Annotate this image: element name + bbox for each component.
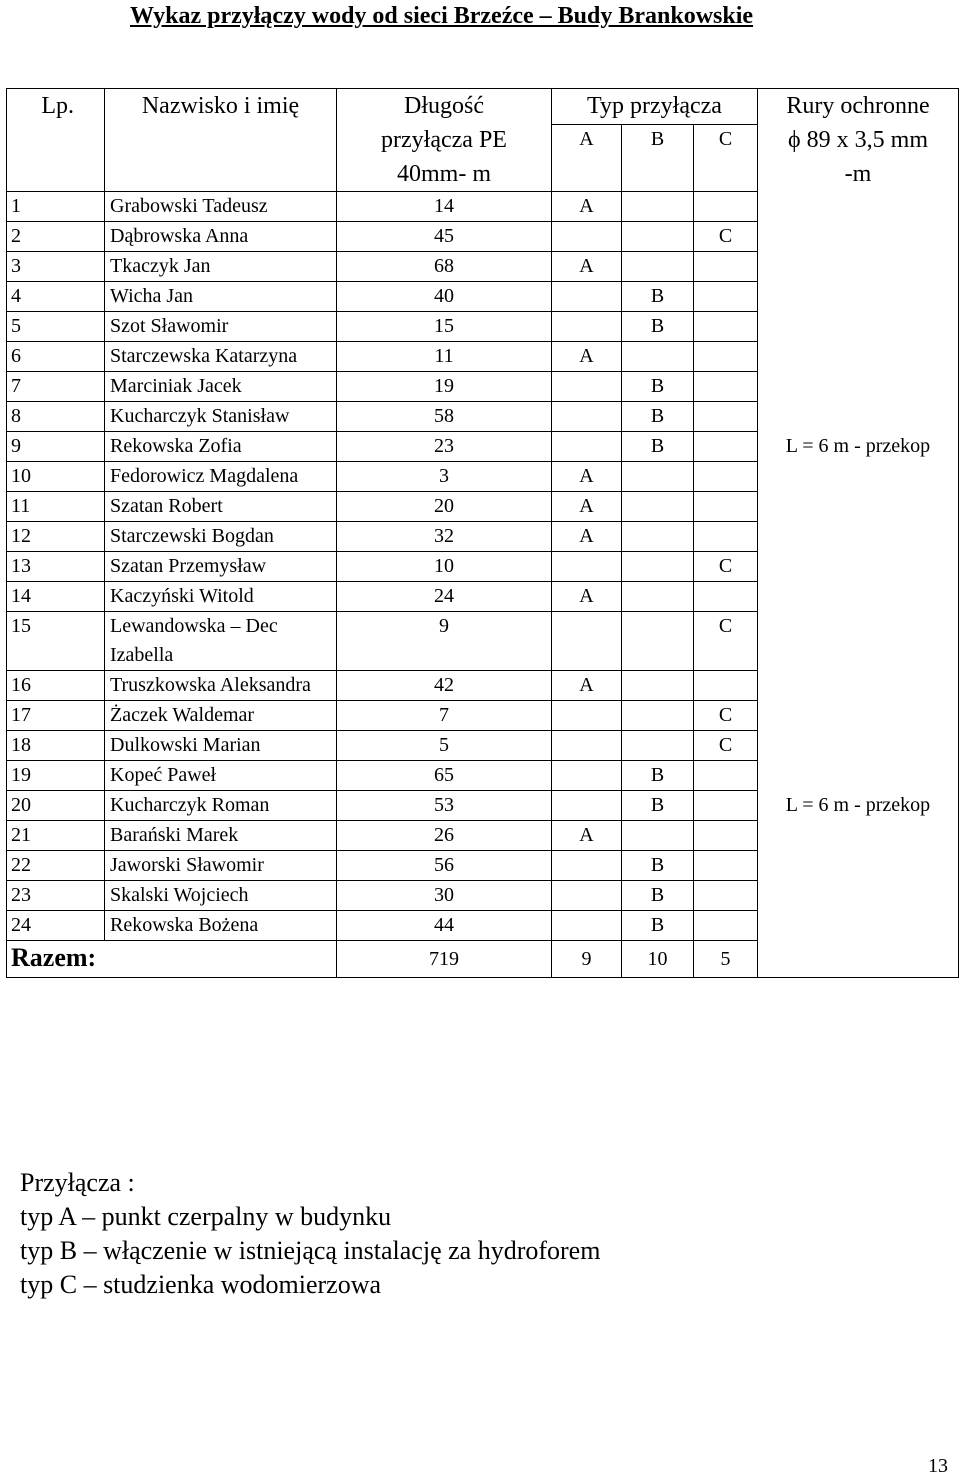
row-type-b	[622, 552, 694, 582]
row-type-b	[622, 492, 694, 522]
row-length: 23	[337, 432, 552, 462]
row-type-a	[552, 432, 622, 462]
total-type-a: 9	[552, 941, 622, 978]
page-number: 13	[928, 1455, 948, 1477]
row-type-c: C	[694, 552, 758, 582]
row-type-b	[622, 222, 694, 252]
row-name: Szot Sławomir	[105, 312, 337, 342]
row-lp: 17	[7, 701, 105, 731]
row-name: Kucharczyk Roman	[105, 791, 337, 821]
table-row	[7, 222, 959, 252]
table-row	[7, 252, 959, 282]
row-name: Barański Marek	[105, 821, 337, 851]
row-rury	[758, 252, 959, 282]
row-length: 9	[337, 612, 552, 671]
row-length: 24	[337, 582, 552, 612]
row-type-a	[552, 881, 622, 911]
table-row	[7, 731, 959, 761]
row-length: 20	[337, 492, 552, 522]
row-name: Żaczek Waldemar	[105, 701, 337, 731]
row-lp: 15	[7, 612, 105, 671]
row-rury	[758, 222, 959, 252]
row-type-b: B	[622, 911, 694, 941]
total-type-c: 5	[694, 941, 758, 978]
row-name: Jaworski Sławomir	[105, 851, 337, 881]
header-length-line2: przyłącza PE	[381, 127, 507, 153]
row-length: 45	[337, 222, 552, 252]
header-lp: Lp.	[7, 89, 105, 192]
header-rury-line1: Rury ochronne	[786, 93, 930, 119]
row-rury	[758, 462, 959, 492]
row-lp: 21	[7, 821, 105, 851]
row-lp: 10	[7, 462, 105, 492]
row-type-a	[552, 312, 622, 342]
header-type-a: A	[552, 125, 622, 192]
row-type-b: B	[622, 881, 694, 911]
row-lp: 22	[7, 851, 105, 881]
row-name: Rekowska Bożena	[105, 911, 337, 941]
row-name: Grabowski Tadeusz	[105, 192, 337, 222]
row-rury	[758, 911, 959, 941]
row-length: 42	[337, 671, 552, 701]
row-type-b: B	[622, 402, 694, 432]
row-name: Starczewska Katarzyna	[105, 342, 337, 372]
row-type-c	[694, 821, 758, 851]
row-type-a: A	[552, 192, 622, 222]
header-rury	[758, 89, 959, 192]
row-lp: 9	[7, 432, 105, 462]
row-name: Tkaczyk Jan	[105, 252, 337, 282]
row-type-a: A	[552, 671, 622, 701]
row-type-b: B	[622, 312, 694, 342]
row-type-a	[552, 222, 622, 252]
row-lp: 20	[7, 791, 105, 821]
row-name: Fedorowicz Magdalena	[105, 462, 337, 492]
table-row	[7, 312, 959, 342]
row-lp: 13	[7, 552, 105, 582]
table-row	[7, 462, 959, 492]
row-lp: 16	[7, 671, 105, 701]
row-rury	[758, 881, 959, 911]
row-rury	[758, 192, 959, 222]
row-type-b	[622, 731, 694, 761]
total-type-b: 10	[622, 941, 694, 978]
row-type-c	[694, 402, 758, 432]
legend	[20, 1166, 600, 1302]
row-type-c	[694, 372, 758, 402]
row-type-c: C	[694, 222, 758, 252]
row-length: 30	[337, 881, 552, 911]
table-row	[7, 552, 959, 582]
table-row	[7, 791, 959, 821]
header-length-line1: Długość	[404, 93, 484, 119]
row-type-a: A	[552, 582, 622, 612]
row-lp: 24	[7, 911, 105, 941]
row-lp: 6	[7, 342, 105, 372]
row-rury	[758, 671, 959, 701]
row-length: 5	[337, 731, 552, 761]
row-rury	[758, 851, 959, 881]
table-row	[7, 582, 959, 612]
row-lp: 12	[7, 522, 105, 552]
row-name: Truszkowska Aleksandra	[105, 671, 337, 701]
row-lp: 3	[7, 252, 105, 282]
row-type-a: A	[552, 342, 622, 372]
row-lp: 5	[7, 312, 105, 342]
row-name: Rekowska Zofia	[105, 432, 337, 462]
row-lp: 23	[7, 881, 105, 911]
row-type-b: B	[622, 851, 694, 881]
table-row	[7, 522, 959, 552]
row-name: Kaczyński Witold	[105, 582, 337, 612]
row-type-c	[694, 462, 758, 492]
table-row	[7, 342, 959, 372]
row-type-a	[552, 282, 622, 312]
row-length: 19	[337, 372, 552, 402]
row-lp: 11	[7, 492, 105, 522]
row-rury	[758, 552, 959, 582]
header-rury-line3: -m	[844, 161, 872, 187]
table-row	[7, 911, 959, 941]
row-type-a: A	[552, 252, 622, 282]
header-type-c: C	[694, 125, 758, 192]
table-row	[7, 282, 959, 312]
row-type-a	[552, 851, 622, 881]
row-type-c	[694, 851, 758, 881]
total-label	[7, 941, 337, 978]
row-type-b	[622, 342, 694, 372]
row-name: Marciniak Jacek	[105, 372, 337, 402]
row-type-c: C	[694, 701, 758, 731]
row-length: 53	[337, 791, 552, 821]
row-type-c	[694, 432, 758, 462]
row-name: Wicha Jan	[105, 282, 337, 312]
row-rury	[758, 701, 959, 731]
row-rury	[758, 342, 959, 372]
row-name: Szatan Przemysław	[105, 552, 337, 582]
row-length: 65	[337, 761, 552, 791]
row-lp: 4	[7, 282, 105, 312]
table-row	[7, 881, 959, 911]
row-rury: L = 6 m - przekop	[758, 791, 959, 821]
row-type-a	[552, 552, 622, 582]
row-length: 11	[337, 342, 552, 372]
row-type-a: A	[552, 821, 622, 851]
row-lp: 18	[7, 731, 105, 761]
header-name: Nazwisko i imię	[105, 89, 337, 192]
row-type-a: A	[552, 492, 622, 522]
total-length: 719	[337, 941, 552, 978]
row-type-c	[694, 791, 758, 821]
table-row	[7, 701, 959, 731]
row-type-a	[552, 372, 622, 402]
row-type-c	[694, 881, 758, 911]
row-type-b	[622, 821, 694, 851]
row-rury	[758, 821, 959, 851]
row-rury	[758, 582, 959, 612]
row-type-b	[622, 252, 694, 282]
row-type-c: C	[694, 612, 758, 671]
row-type-a	[552, 761, 622, 791]
row-length: 10	[337, 552, 552, 582]
row-rury	[758, 312, 959, 342]
row-lp: 14	[7, 582, 105, 612]
table-row	[7, 612, 959, 671]
row-type-a	[552, 402, 622, 432]
row-type-b: B	[622, 282, 694, 312]
table-row	[7, 432, 959, 462]
table-row	[7, 372, 959, 402]
row-type-a	[552, 701, 622, 731]
row-length: 3	[337, 462, 552, 492]
table-row	[7, 851, 959, 881]
page-title: Wykaz przyłączy wody od sieci Brzeźce – Budy Brankowskie	[130, 3, 754, 29]
row-length: 44	[337, 911, 552, 941]
legend-type-a: typ A – punkt czerpalny w budynku	[20, 1202, 392, 1231]
header-type: Typ przyłącza	[552, 89, 758, 125]
total-row	[7, 941, 959, 978]
row-length: 26	[337, 821, 552, 851]
header-rury-line2: ϕ 89 x 3,5 mm	[788, 127, 928, 153]
table-row	[7, 671, 959, 701]
row-type-a	[552, 612, 622, 671]
row-type-a	[552, 731, 622, 761]
row-lp: 1	[7, 192, 105, 222]
row-name: Szatan Robert	[105, 492, 337, 522]
connections-table	[6, 88, 959, 978]
row-length: 40	[337, 282, 552, 312]
row-rury	[758, 522, 959, 552]
row-type-c	[694, 192, 758, 222]
row-type-b: B	[622, 432, 694, 462]
row-name: Starczewski Bogdan	[105, 522, 337, 552]
row-type-b: B	[622, 761, 694, 791]
row-length: 7	[337, 701, 552, 731]
row-name: Lewandowska – Dec Izabella	[105, 612, 337, 671]
row-rury	[758, 282, 959, 312]
row-type-b	[622, 522, 694, 552]
row-type-c: C	[694, 731, 758, 761]
row-name: Dąbrowska Anna	[105, 222, 337, 252]
row-type-a	[552, 911, 622, 941]
row-type-b	[622, 582, 694, 612]
table-row	[7, 761, 959, 791]
table-row	[7, 402, 959, 432]
row-length: 56	[337, 851, 552, 881]
table-row	[7, 821, 959, 851]
table-row	[7, 492, 959, 522]
header-row	[7, 89, 959, 125]
legend-type-b: typ B – włączenie w istniejącą instalację za hydroforem	[20, 1236, 601, 1265]
row-length: 68	[337, 252, 552, 282]
row-type-c	[694, 282, 758, 312]
legend-title: Przyłącza :	[20, 1168, 135, 1197]
header-type-b: B	[622, 125, 694, 192]
row-rury	[758, 731, 959, 761]
row-type-b	[622, 462, 694, 492]
row-rury	[758, 492, 959, 522]
total-label-text: Razem:	[11, 943, 97, 972]
row-type-b: B	[622, 791, 694, 821]
row-type-a	[552, 791, 622, 821]
row-rury	[758, 761, 959, 791]
row-lp: 8	[7, 402, 105, 432]
row-name: Dulkowski Marian	[105, 731, 337, 761]
row-lp: 7	[7, 372, 105, 402]
row-name: Skalski Wojciech	[105, 881, 337, 911]
row-type-c	[694, 761, 758, 791]
row-name: Kopeć Paweł	[105, 761, 337, 791]
row-type-c	[694, 911, 758, 941]
row-length: 14	[337, 192, 552, 222]
row-type-c	[694, 582, 758, 612]
row-type-b	[622, 701, 694, 731]
row-rury	[758, 612, 959, 671]
row-length: 32	[337, 522, 552, 552]
row-type-c	[694, 342, 758, 372]
row-rury: L = 6 m - przekop	[758, 432, 959, 462]
row-length: 15	[337, 312, 552, 342]
row-type-c	[694, 492, 758, 522]
header-length-line3: 40mm- m	[397, 161, 491, 187]
row-type-c	[694, 522, 758, 552]
row-type-c	[694, 671, 758, 701]
total-rury	[758, 941, 959, 978]
row-length: 58	[337, 402, 552, 432]
row-type-b	[622, 192, 694, 222]
row-rury	[758, 372, 959, 402]
header-length	[337, 89, 552, 192]
row-type-a: A	[552, 462, 622, 492]
table-row	[7, 192, 959, 222]
row-type-b	[622, 671, 694, 701]
row-rury	[758, 402, 959, 432]
row-type-a: A	[552, 522, 622, 552]
row-name: Kucharczyk Stanisław	[105, 402, 337, 432]
row-type-b	[622, 612, 694, 671]
row-type-b: B	[622, 372, 694, 402]
row-lp: 2	[7, 222, 105, 252]
row-type-c	[694, 312, 758, 342]
row-lp: 19	[7, 761, 105, 791]
legend-type-c: typ C – studzienka wodomierzowa	[20, 1270, 382, 1299]
row-type-c	[694, 252, 758, 282]
